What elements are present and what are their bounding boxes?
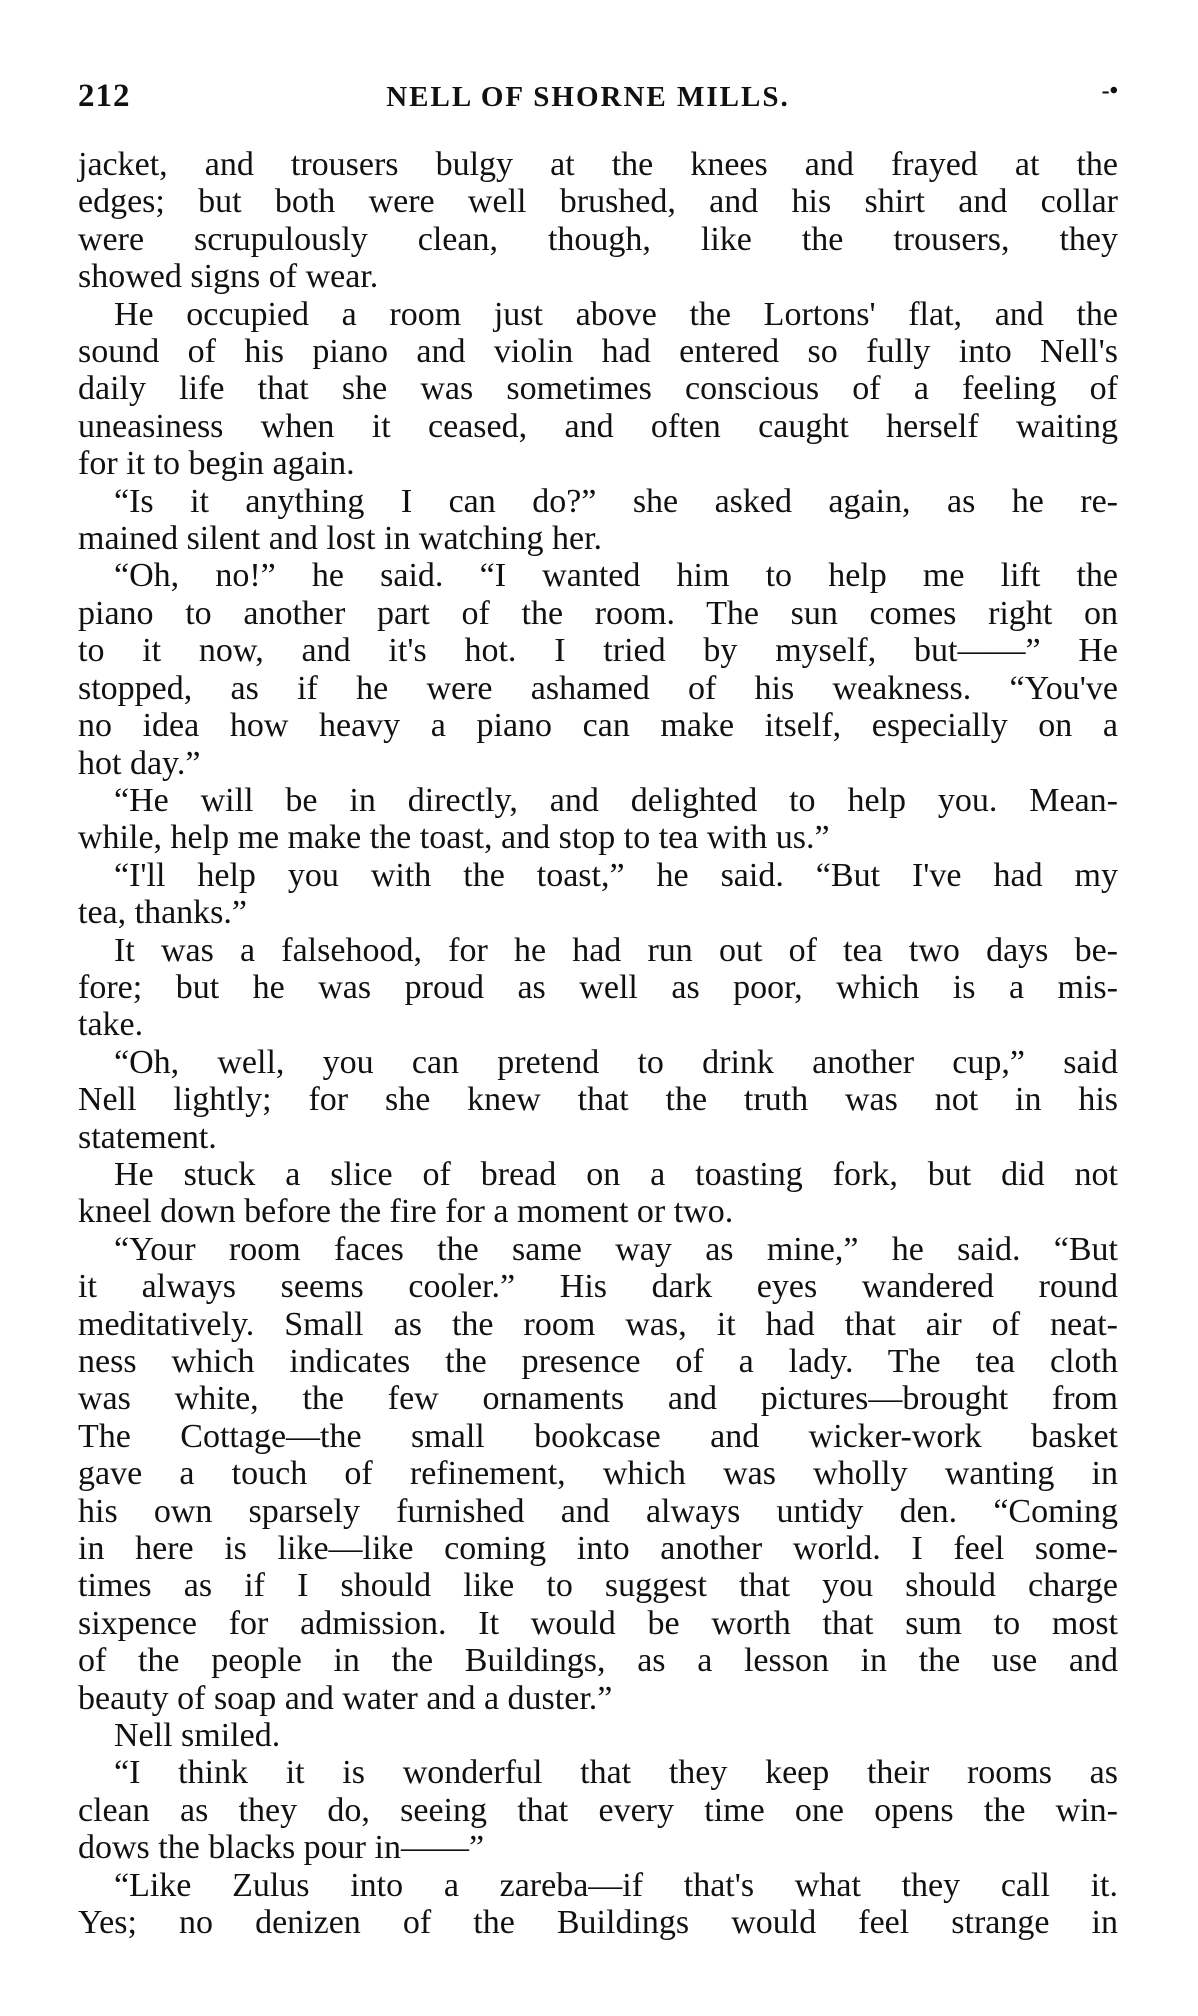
- text-line: to it now, and it's hot. I tried by myself, but——” He: [78, 632, 1118, 670]
- text-line: He occupied a room just above the Lortons' flat, and the: [114, 295, 1118, 333]
- text-line: his own sparsely furnished and always untidy den. “Coming: [78, 1492, 1118, 1530]
- text-line: beauty of soap and water and a duster.”: [78, 1679, 613, 1717]
- text-line: was white, the few ornaments and pictures—brought from: [78, 1380, 1118, 1418]
- text-line: The Cottage—the small bookcase and wicker-work basket: [78, 1417, 1118, 1455]
- text-line: “Oh, no!” he said. “I wanted him to help me lift the: [114, 557, 1118, 595]
- text-line: dows the blacks pour in——”: [78, 1829, 485, 1867]
- text-line: Nell lightly; for she knew that the truth was not in his: [78, 1081, 1118, 1119]
- text-line: showed signs of wear.: [78, 258, 379, 296]
- text-line: tea, thanks.”: [78, 894, 247, 932]
- text-line: mained silent and lost in watching her.: [78, 520, 603, 558]
- running-head: NELL OF SHORNE MILLS.: [386, 81, 790, 113]
- text-line: hot day.”: [78, 744, 201, 782]
- text-line: edges; but both were well brushed, and his shirt and collar: [78, 183, 1118, 221]
- page-header: [78, 78, 1118, 118]
- text-line: clean as they do, seeing that every time one opens the win-: [78, 1791, 1118, 1829]
- text-line: were scrupulously clean, though, like the trousers, they: [78, 220, 1118, 258]
- header-mark: -•: [1101, 78, 1118, 104]
- text-line: take.: [78, 1006, 144, 1044]
- text-line: for it to begin again.: [78, 445, 355, 483]
- text-line: “Your room faces the same way as mine,” he said. “But: [114, 1230, 1118, 1268]
- text-line: Yes; no denizen of the Buildings would feel strange in: [78, 1904, 1118, 1942]
- text-line: kneel down before the fire for a moment or two.: [78, 1193, 734, 1231]
- text-line: in here is like—like coming into another world. I feel some-: [78, 1530, 1118, 1568]
- text-line: piano to another part of the room. The sun comes right on: [78, 594, 1118, 632]
- text-line: “Oh, well, you can pretend to drink another cup,” said: [114, 1043, 1118, 1081]
- text-line: meditatively. Small as the room was, it had that air of neat-: [78, 1305, 1118, 1343]
- text-line: He stuck a slice of bread on a toasting fork, but did not: [114, 1155, 1118, 1193]
- text-line: gave a touch of refinement, which was wholly wanting in: [78, 1455, 1118, 1493]
- text-line: “Like Zulus into a zareba—if that's what they call it.: [114, 1866, 1118, 1904]
- text-line: Nell smiled.: [114, 1717, 281, 1755]
- text-line: of the people in the Buildings, as a lesson in the use and: [78, 1642, 1118, 1680]
- text-line: “I think it is wonderful that they keep their rooms as: [114, 1754, 1118, 1792]
- text-line: “I'll help you with the toast,” he said. “But I've had my: [114, 856, 1118, 894]
- text-line: “Is it anything I can do?” she asked again, as he re-: [114, 482, 1118, 520]
- page-number: 212: [78, 78, 131, 114]
- text-line: it always seems cooler.” His dark eyes wandered round: [78, 1268, 1118, 1306]
- text-line: fore; but he was proud as well as poor, which is a mis-: [78, 968, 1118, 1006]
- text-line: ness which indicates the presence of a lady. The tea cloth: [78, 1343, 1118, 1380]
- text-line: “He will be in directly, and delighted to help you. Mean-: [114, 781, 1118, 819]
- text-line: no idea how heavy a piano can make itself, especially on a: [78, 707, 1118, 745]
- text-line: statement.: [78, 1118, 217, 1156]
- text-line: uneasiness when it ceased, and often caught herself waiting: [78, 407, 1118, 445]
- text-line: while, help me make the toast, and stop to tea with us.”: [78, 819, 830, 857]
- body-text: [78, 146, 1118, 1942]
- text-line: times as if I should like to suggest that you should charge: [78, 1567, 1118, 1605]
- text-line: jacket, and trousers bulgy at the knees and frayed at the: [78, 146, 1118, 183]
- text-line: daily life that she was sometimes conscious of a feeling of: [78, 370, 1118, 408]
- text-line: sixpence for admission. It would be worth that sum to most: [78, 1604, 1118, 1642]
- text-line: stopped, as if he were ashamed of his weakness. “You've: [78, 669, 1118, 707]
- text-line: sound of his piano and violin had entered so fully into Nell's: [78, 333, 1118, 371]
- text-line: It was a falsehood, for he had run out of tea two days be-: [114, 931, 1118, 969]
